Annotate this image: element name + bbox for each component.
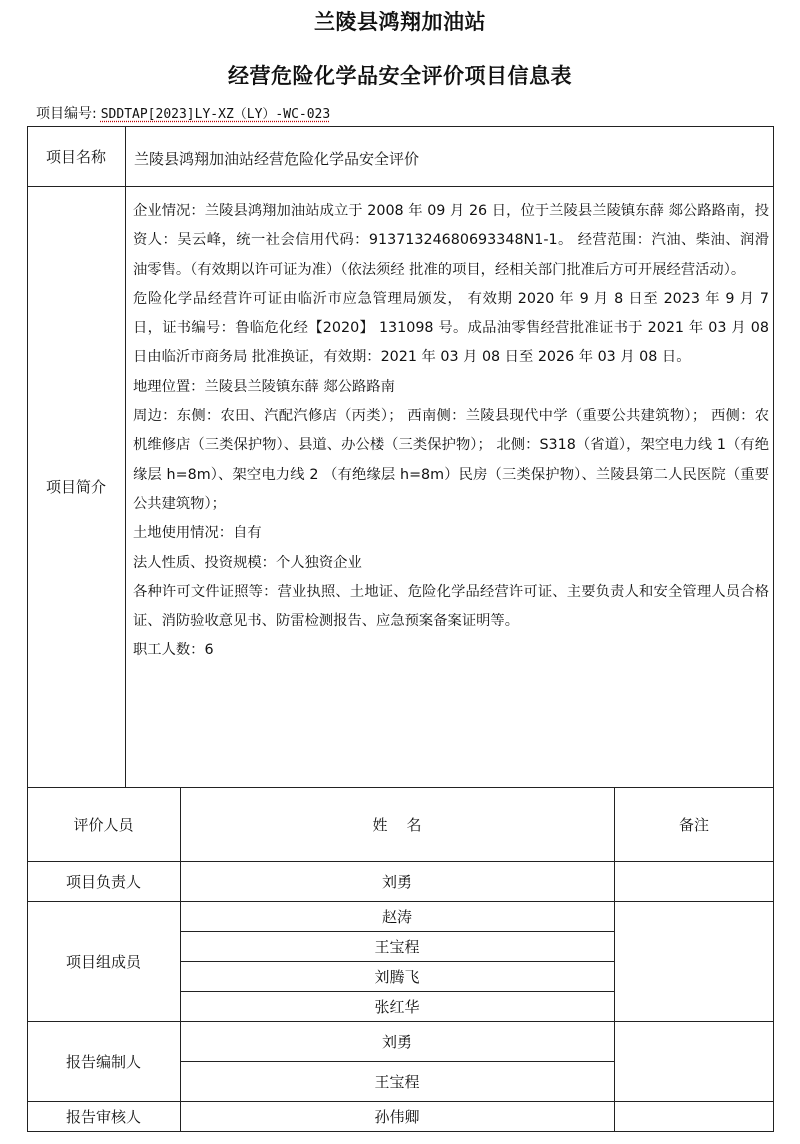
member-name: 张红华 — [374, 997, 420, 1016]
table-rule — [27, 186, 774, 187]
document-subtitle: 经营危险化学品安全评价项目信息表 — [228, 64, 572, 88]
project-leader-label: 项目负责人 — [65, 872, 141, 891]
project-leader-name: 刘勇 — [381, 872, 412, 891]
project-name-label: 项目名称 — [45, 147, 106, 166]
member-name: 刘腾飞 — [374, 967, 420, 986]
report-reviewer-label: 报告审核人 — [65, 1108, 141, 1126]
project-name-value: 兰陵县鸿翔加油站经营危险化学品安全评价 — [134, 150, 420, 168]
report-writer-name: 王宝程 — [374, 1072, 420, 1091]
summary-company-info: 企业情况：兰陵县鸿翔加油站成立于 2008 年 09 月 26 日，位于兰陵县兰陵镇东薛 郯公路路南，投资人：吴云峰，统一社会信用代码：91371324680693348N1-1。 经营范围：汽油、柴油、润滑油零售。（有效期以许可证为准）（依法须经 批准的项目，经相关部门批准后方可开展经营活动）。 — [133, 203, 769, 278]
name-header: 姓 名 — [372, 815, 422, 834]
table-rule — [125, 126, 126, 787]
project-number-row — [36, 103, 330, 123]
summary-location: 地理位置：兰陵县兰陵镇东薛 郯公路路南 — [133, 378, 395, 395]
project-number-label: 项目编号: — [36, 106, 97, 122]
project-summary-label: 项目简介 — [45, 478, 106, 496]
member-name: 王宝程 — [374, 937, 420, 956]
project-members-label: 项目组成员 — [65, 952, 141, 971]
remark-header: 备注 — [678, 815, 709, 834]
document-title: 兰陵县鸿翔加油站 — [314, 10, 486, 34]
evaluators-header: 评价人员 — [73, 815, 134, 834]
summary-licenses: 危险化学品经营许可证由临沂市应急管理局颁发， 有效期 2020 年 9 月 8 日至 2023 年 9 月 7 日，证书编号：鲁临危化经【2020】 131098 号。成品油零售经营批准证书于 2021 年 03 月 08 日由临沂市商务局 批准换证，有效期：2021 年 03 月 08 日至 2026 年 03 月 08 日。 — [133, 290, 769, 366]
report-reviewer-name: 孙伟卿 — [374, 1108, 420, 1126]
report-writer-name: 刘勇 — [381, 1032, 412, 1051]
summary-permits: 各种许可文件证照等：营业执照、土地证、危险化学品经营许可证、主要负责人和安全管理人员合格证、消防验收意见书、防雷检测报告、应急预案备案证明等。 — [133, 583, 769, 630]
summary-land-use: 土地使用情况：自有 — [133, 525, 262, 542]
summary-legal-nature: 法人性质、投资规模：个人独资企业 — [133, 554, 362, 571]
member-name: 赵涛 — [381, 907, 412, 926]
report-writer-label: 报告编制人 — [65, 1052, 141, 1071]
project-number-value: SDDTAP[2023]LY-XZ（LY）-WC-023 — [100, 107, 331, 122]
project-summary — [133, 197, 769, 666]
summary-staff-count: 职工人数：6 — [133, 642, 214, 659]
summary-surroundings: 周边：东侧：农田、汽配汽修店（丙类）； 西南侧：兰陵县现代中学（重要公共建筑物）； 西侧：农机维修店（三类保护物）、县道、办公楼（三类保护物）； 北侧：S318（省道），架空电力线 1（有绝缘层 h=8m）、架空电力线 2 （有绝缘层 h=8m）民房（三类保护物）、兰陵县第二人民医院（重要公共建筑物）； — [133, 408, 769, 512]
